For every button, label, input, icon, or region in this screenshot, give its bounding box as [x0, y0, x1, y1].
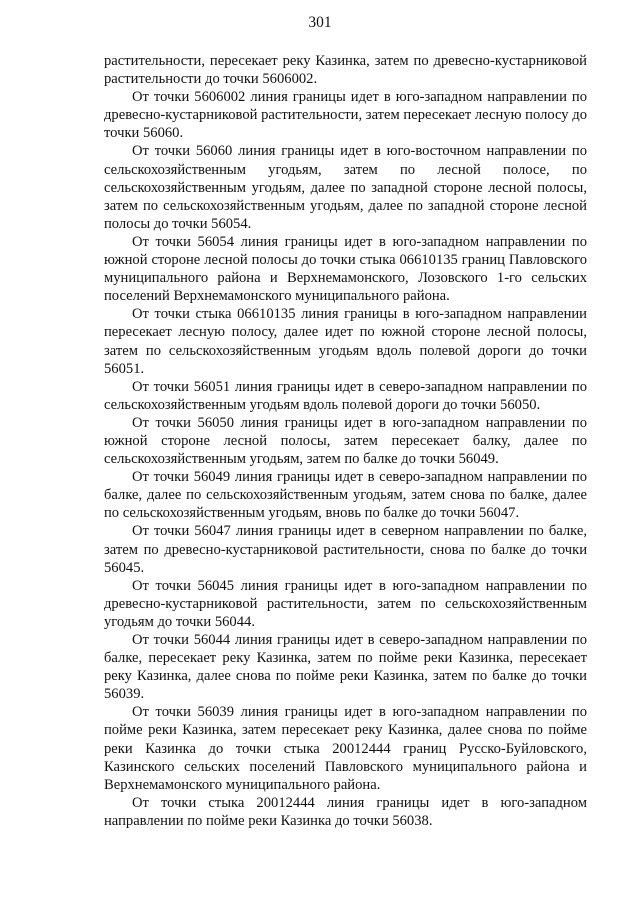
paragraph: От точки стыка 20012444 линия границы идет в юго-западном направлении по пойме реки Казинка до точки 56038.	[104, 794, 587, 829]
paragraph: растительности, пересекает реку Казинка, затем по древесно-кустарниковой растительности до точки 5606002.	[104, 53, 587, 88]
paragraph: От точки 56049 линия границы идет в северо-западном направлении по балке, далее по сельскохозяйственным угодьям, затем снова по балке, далее по сельскохозяйственным угодьям, вновь по балке до точки 56047.	[104, 469, 587, 522]
paragraph: От точки 5606002 линия границы идет в юго-западном направлении по древесно-кустарниковой растительности, затем пересекает лесную полосу до точки 56060.	[104, 89, 587, 142]
document-body	[104, 52, 587, 830]
paragraph: От точки 56045 линия границы идет в юго-западном направлении по древесно-кустарниковой растительности, затем по сельскохозяйственным угодьям до точки 56044.	[104, 577, 587, 630]
page-number: 301	[308, 14, 332, 31]
paragraph: От точки 56039 линия границы идет в юго-западном направлении по пойме реки Казинка, затем пересекает реку Казинка, далее снова по пойме реки Казинка до точки стыка 20012444 границ Русско-Буйловского, Казинского сельских поселений Павловского муниципального района и Верхнемамонского муниципального района.	[104, 704, 587, 793]
paragraph: От точки 56047 линия границы идет в северном направлении по балке, затем по древесно-кустарниковой растительности, снова по балке до точки 56045.	[104, 523, 587, 576]
paragraph: От точки стыка 06610135 линия границы в юго-западном направлении пересекает лесную полосу, далее идет по южной стороне лесной полосы, затем по сельскохозяйственным угодьям вдоль полевой дороги до точки 56051.	[104, 306, 587, 377]
paragraph: От точки 56060 линия границы идет в юго-восточном направлении по сельскохозяйственным угодьям, затем по лесной полосе, по сельскохозяйственным угодьям, далее по западной стороне лесной полосы, затем по сельскохозяйственным угодьям, далее по западной стороне лесной полосы до точки 56054.	[104, 143, 587, 232]
paragraph: От точки 56054 линия границы идет в юго-западном направлении по южной стороне лесной полосы до точки стыка 06610135 границ Павловского муниципального района и Верхнемамонского, Лозовского 1-го сельских поселений Верхнемамонского муниципального района.	[104, 233, 587, 305]
paragraph: От точки 56051 линия границы идет в северо-западном направлении по сельскохозяйственным угодьям вдоль полевой дороги до точки 56050.	[104, 378, 587, 413]
paragraph: От точки 56050 линия границы идет в юго-западном направлении по южной стороне лесной полосы, затем пересекает балку, далее по сельскохозяйственным угодьям, затем по балке до точки 56049.	[104, 414, 587, 468]
paragraph: От точки 56044 линия границы идет в северо-западном направлении по балке, пересекает реку Казинка, затем по пойме реки Казинка, пересекает реку Казинка, далее снова по пойме реки Казинка, затем по балке до точки 56039.	[104, 632, 587, 703]
